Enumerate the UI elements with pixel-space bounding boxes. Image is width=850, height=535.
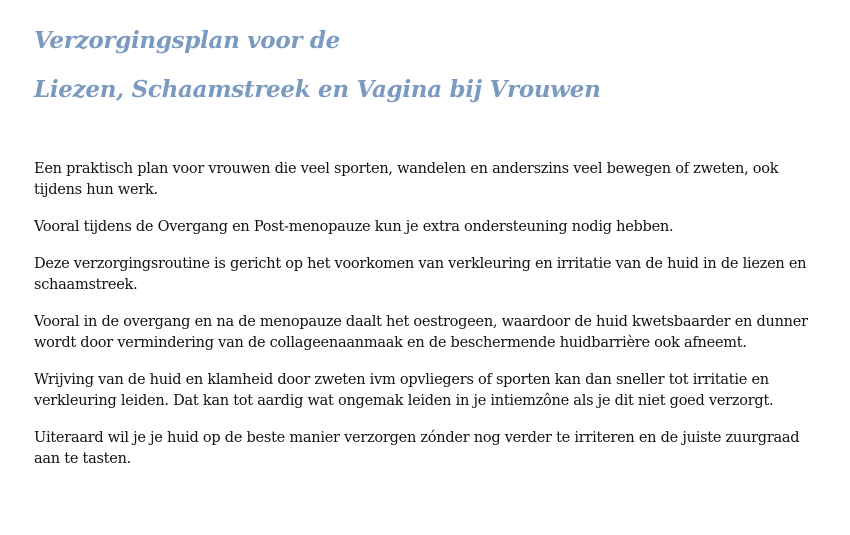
document-title-line-1: Verzorgingsplan voor de	[34, 27, 341, 54]
paragraph-intro: Een praktisch plan voor vrouwen die veel sporten, wandelen en anderszins veel bewegen of zweten, ook tijdens hun werk.	[34, 161, 779, 198]
paragraph-estrogen: Vooral in de overgang en na de menopauze daalt het oestrogeen, waardoor de huid kwetsbaarder en dunner wordt door vermindering van de collageenaanmaak en de beschermende huidbarrière ook afneemt.	[34, 314, 808, 351]
paragraph-routine: Deze verzorgingsroutine is gericht op het voorkomen van verkleuring en irritatie van de huid in de liezen en schaamstreek.	[34, 256, 807, 293]
paragraph-friction: Wrijving van de huid en klamheid door zweten ivm opvliegers of sporten kan dan sneller tot irritatie en verkleuring leiden. Dat kan tot aardig wat ongemak leiden in je intiemzône als je dit niet goed verzorgt.	[34, 372, 774, 409]
paragraph-menopause: Vooral tijdens de Overgang en Post-menopauze kun je extra ondersteuning nodig hebben.	[34, 219, 674, 235]
paragraph-care: Uiteraard wil je je huid op de beste manier verzorgen zónder nog verder te irriteren en de juiste zuurgraad aan te tasten.	[34, 430, 800, 467]
document-title-line-2: Liezen, Schaamstreek en Vagina bij Vrouwen	[34, 76, 601, 103]
document-body	[34, 159, 826, 470]
document-page	[34, 26, 826, 486]
